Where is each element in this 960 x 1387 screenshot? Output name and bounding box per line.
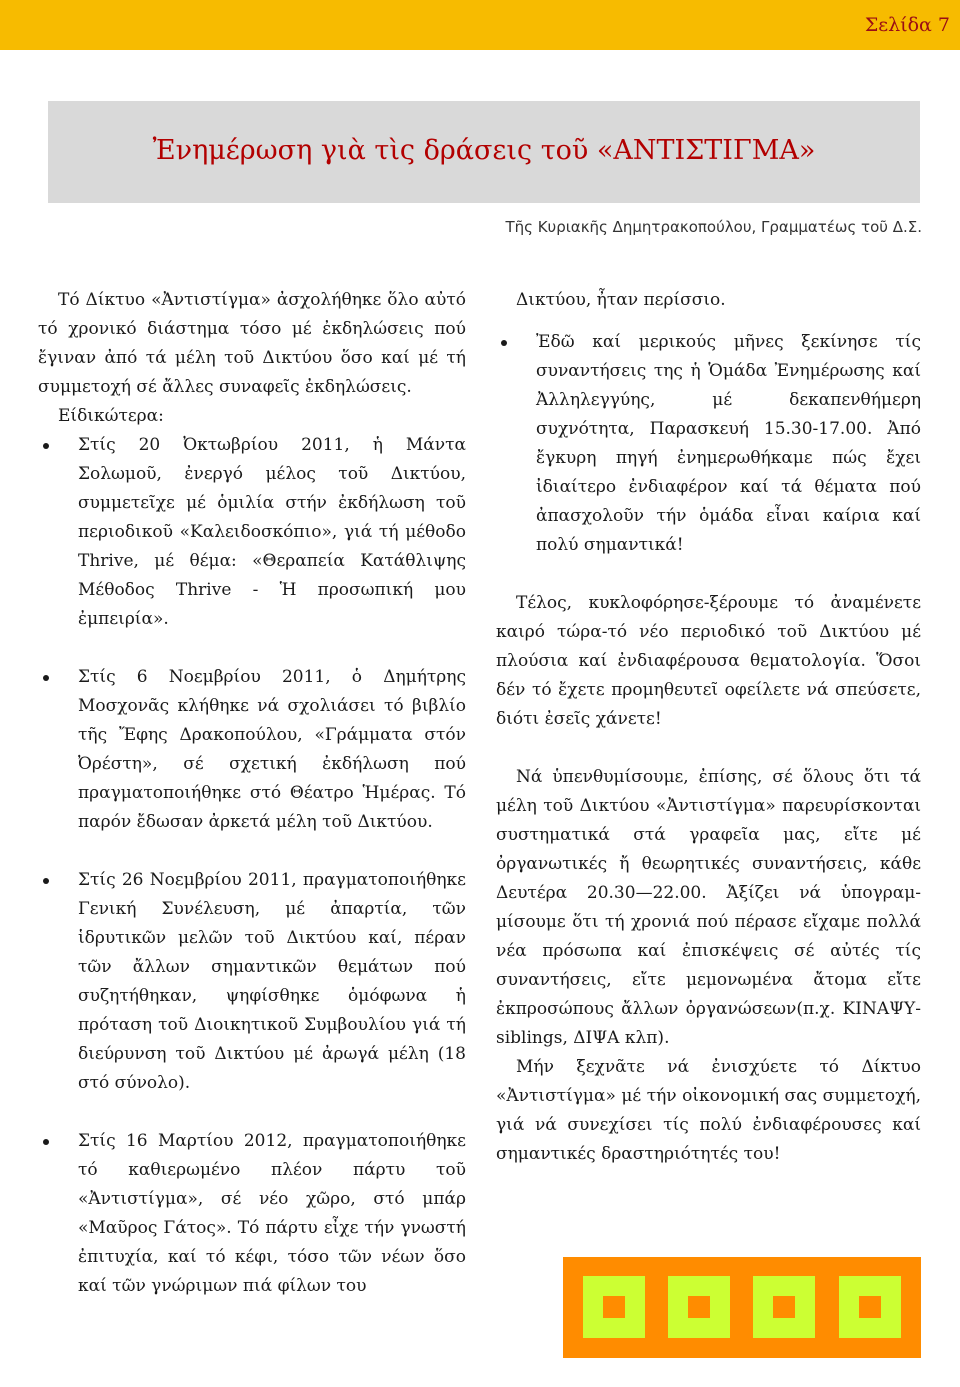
right-column [496,286,921,1169]
team-list [496,328,921,560]
list-item: Στίς 26 Νοεμβρίου 2011, πραγματοποιήθηκε Γενική Συνέλευση, μέ ἀπαρτία, τῶν ἱδρυτικῶν μελῶν τοῦ Δικτύου καί, πέραν τῶν ἄλλων σημαντικῶν θεμάτων πού συζητήθηκαν, ψηφίσθηκε ὁμόφωνα ἡ πρόταση τοῦ Διοικητικοῦ Συμβουλίου γιά τή διεύρυνση τοῦ Δικτύου μέ ἀρωγά μέλη (18 στό σύνολο). [38,866,466,1098]
list-item: Ἐδῶ καί μερικούς μῆνες ξεκίνησε τίς συναντήσεις της ἡ Ὁμάδα Ἐνημέρωσης καί Ἀλληλεγγύης, μέ δεκαπενθήμερη συχνότητα, Παρασκευή 15.30-17.00. Ἀπό ἔγκυρη πηγή ἐνημερωθήκαμε πώς ἔχει ἰδιαίτερο ἐνδιαφέρον καί τά θέματα πού ἀπασχολοῦν τήν ὁμάδα εἶναι καίρια καί πολύ σημαντικά! [496,328,921,560]
list-item: Στίς 20 Ὀκτωβρίου 2011, ἡ Μάντα Σολωμοῦ, ἐνεργό μέλος τοῦ Δικτύου, συμμετεῖχε μέ ὁμιλία στήν ἐκδήλωση τοῦ περιοδικοῦ «Καλειδοσκόπιο», γιά τή μέθοδο Thrive, μέ θέμα: «Θεραπεία Κατάθλιψης Μέθοδος Thrive - Ἡ προσωπική μου ἐμπειρία». [38,431,466,634]
decorative-tile [583,1276,645,1338]
meetings-paragraph: Νά ὑπενθυμίσουμε, ἐπίσης, σέ ὅλους ὅτι τά μέλη τοῦ Δικτύου «Ἀντιστίγμα» παρευρίσκονται συστηματικά στά γραφεῖα μας, εἴτε μέ ὀργανωτικές ἤ θεωρητικές συναντήσεις, κάθε Δευτέρα 20.30—22.00. Ἀξίζει νά ὑπογραμ-μίσουμε ὅτι τή χρονιά πού πέρασε εἴχαμε πολλά νέα πρόσωπα καί ἐπισκέψεις σέ αὐτές τίς συναντήσεις, εἴτε μεμονωμένα ἄτομα εἴτε ἐκπροσώπους ἄλλων ὀργανώσεων(π.χ. ΚΙΝΑΨΥ-siblings, ΔΙΨΑ κλπ). [496,767,921,1048]
article-author: Τῆς Κυριακῆς Δημητρακοπούλου, Γραμματέως τοῦ Δ.Σ. [505,218,922,236]
magazine-paragraph: Τέλος, κυκλοφόρησε-ξέρουμε τό ἀναμένετε καιρό τώρα-τό νέο περιοδικό τοῦ Δικτύου μέ πλούσια καί ἐνδιαφέρουσα θεματολογία. Ὅσοι δέν τό ἔχετε προμηθευτεῖ οφείλετε νά σπεύσετε, διότι ἐσεῖς χάνετε! [496,593,921,729]
title-banner [48,101,920,203]
header-bar [0,0,960,50]
list-item: Στίς 16 Μαρτίου 2012, πραγματοποιήθηκε τό καθιερωμένο πλέον πάρτυ τοῦ «Ἀντιστίγμα», σέ νέο χῶρο, στό μπάρ «Μαῦρος Γάτος». Τό πάρτυ εἶχε τήν γνωστή ἐπιτυχία, καί τό κέφι, τόσο τῶν νέων ὅσο καί τῶν γνώριμων πιά φίλων του [38,1127,466,1301]
continuation-text: Δικτύου, ἦταν περίσσιο. [516,290,726,310]
decorative-tile [839,1276,901,1338]
subheading: Είδικώτερα: [58,406,164,426]
decorative-tile-strip [563,1257,921,1358]
decorative-tile [753,1276,815,1338]
decorative-tile [668,1276,730,1338]
article-title: Ἐνημέρωση γιὰ τὶς δράσεις τοῦ «ΑΝΤΙΣΤΙΓΜΑ» [152,135,816,166]
list-item: Στίς 6 Νοεμβρίου 2011, ὁ Δημήτρης Μοσχονᾶς κλήθηκε νά σχολιάσει τό βιβλίο τῆς Ἔφης Δρακοπούλου, «Γράμματα στόν Ὀρέστη», σέ σχετική ἐκδήλωση πού πραγματοποιήθηκε στό Θέατρο Ἡμέρας. Τό παρόν ἔδωσαν ἀρκετά μέλη τοῦ Δικτύου. [38,663,466,837]
left-column [38,286,466,1301]
page-number: Σελίδα 7 [864,14,950,36]
support-paragraph: Μήν ξεχνᾶτε νά ἐνισχύετε τό Δίκτυο «Ἀντιστίγμα» μέ τήν οἰκονομική σας συμμετοχή, γιά νά συνεχίσει τίς πολύ ἐνδιαφέρουσες καί σημαντικές δραστηριότητές του! [496,1057,921,1164]
intro-paragraph: Τό Δίκτυο «Ἀντιστίγμα» ἀσχολήθηκε ὅλο αὐτό τό χρονικό διάστημα τόσο μέ ἐκδηλώσεις πού ἔγιναν ἀπό τά μέλη τοῦ Δικτύου ὅσο καί μέ τή συμμετοχή σέ ἄλλες συναφεῖς ἐκδηλώσεις. [38,290,466,397]
events-list [38,431,466,1301]
